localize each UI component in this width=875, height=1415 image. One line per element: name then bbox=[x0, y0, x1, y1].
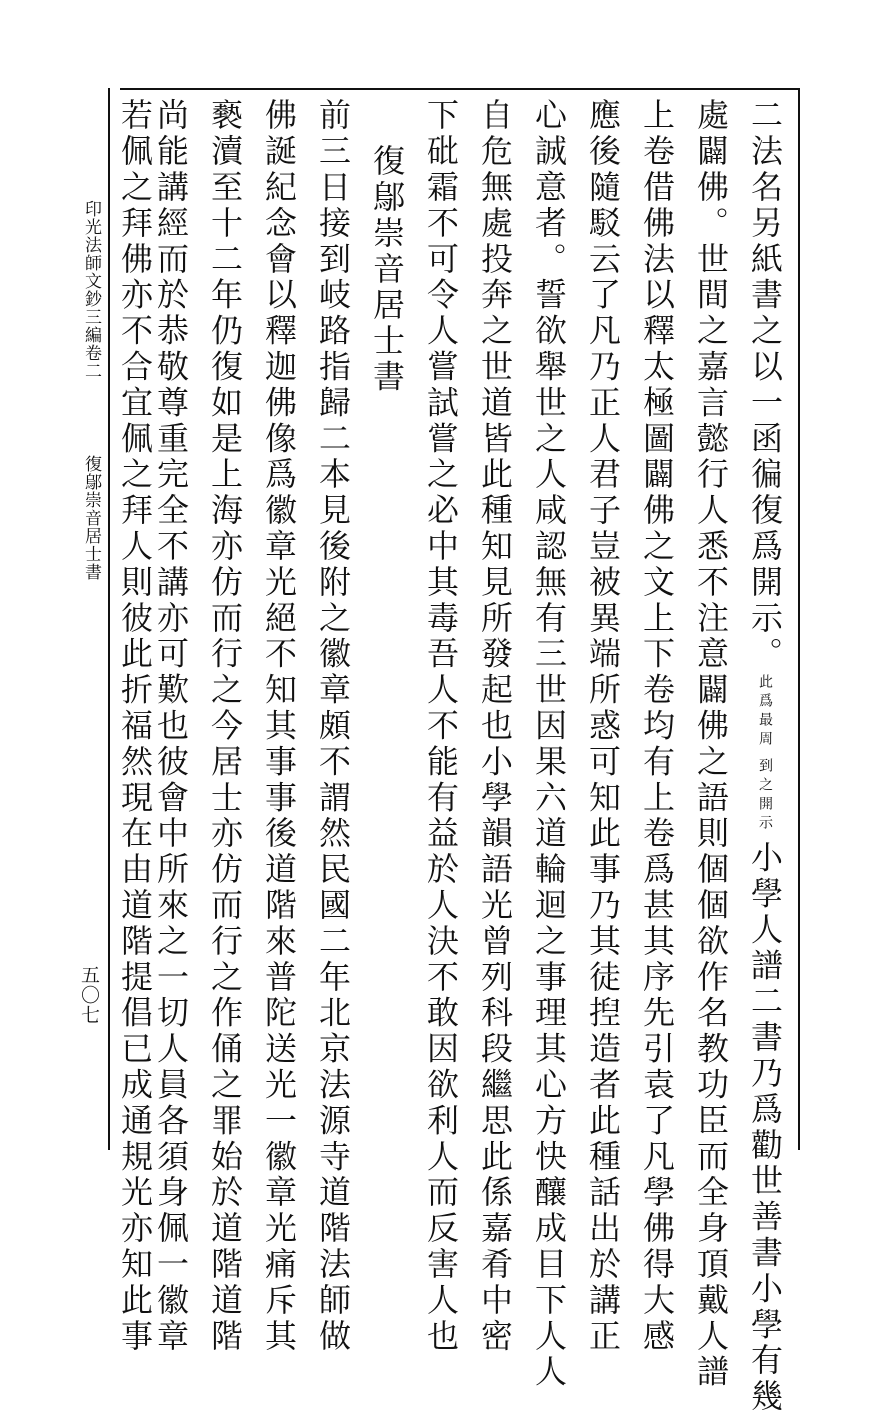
page-frame-right-rule bbox=[798, 88, 800, 1150]
text-column-1 bbox=[744, 98, 786, 1415]
text-column-4: 應後隨駁云了凡乃正人君子豈被異端所惑可知此事乃其徒揑造者此種話出於講正 bbox=[584, 98, 622, 1355]
page-number: 五〇七 bbox=[78, 965, 100, 1025]
text-column-9: 佛誕紀念會以釋迦佛像爲徽章光絕不知其事事後道階來普陀送光一徽章光痛斥其 bbox=[260, 98, 298, 1355]
text-column-7: 下砒霜不可令人嘗試嘗之必中其毒吾人不能有益於人決不敢因欲利人而反害人也 bbox=[422, 98, 460, 1355]
margin-rule bbox=[108, 88, 110, 1150]
text-column-11: 尚能講經而於恭敬尊重完全不講亦可歎也彼會中所來之一切人員各須身佩一徽章 bbox=[152, 98, 190, 1355]
letter-title: 復鄔崇音居士書 bbox=[368, 144, 406, 396]
text-column-3: 上卷借佛法以釋太極圖闢佛之文上下卷均有上卷爲甚其序先引袁了凡學佛得大感 bbox=[638, 98, 676, 1355]
section-title: 復鄔崇音居士書 bbox=[81, 455, 101, 581]
text-column-6: 自危無處投奔之世道皆此種知見所發起也小學韻語光曾列科段繼思此係嘉肴中密 bbox=[476, 98, 514, 1355]
text-column-10: 褻瀆至十二年仍復如是上海亦仿而行之今居士亦仿而行之作俑之罪始於道階道階 bbox=[206, 98, 244, 1355]
column-text-tail: 小學人譜二書乃爲勸世善書小學有幾 bbox=[746, 840, 784, 1415]
interlinear-note-right: 此爲最周 bbox=[757, 674, 773, 751]
text-column-12: 若佩之拜佛亦不合宜佩之拜人則彼此折福然現在由道階提倡已成通規光亦知此事 bbox=[116, 98, 154, 1355]
text-column-5: 心誠意者。誓欲舉世之人咸認無有三世因果六道輪迴之事理其心方快釀成目下人人 bbox=[530, 98, 568, 1391]
text-column-2: 處闢佛。世間之嘉言懿行人悉不注意闢佛之語則個個欲作名教功臣而全身頂戴人譜 bbox=[692, 98, 730, 1391]
text-column-8: 前三日接到岐路指歸二本見後附之徽章頗不謂然民國二年北京法源寺道階法師做 bbox=[314, 98, 352, 1355]
interlinear-note-left: 到之開示 bbox=[757, 758, 773, 835]
column-text: 二法名另紙書之以一函徧復爲開示。 bbox=[746, 98, 784, 673]
page-frame-top-rule bbox=[120, 88, 800, 90]
book-title: 印光法師文鈔三編卷二 bbox=[81, 200, 101, 380]
